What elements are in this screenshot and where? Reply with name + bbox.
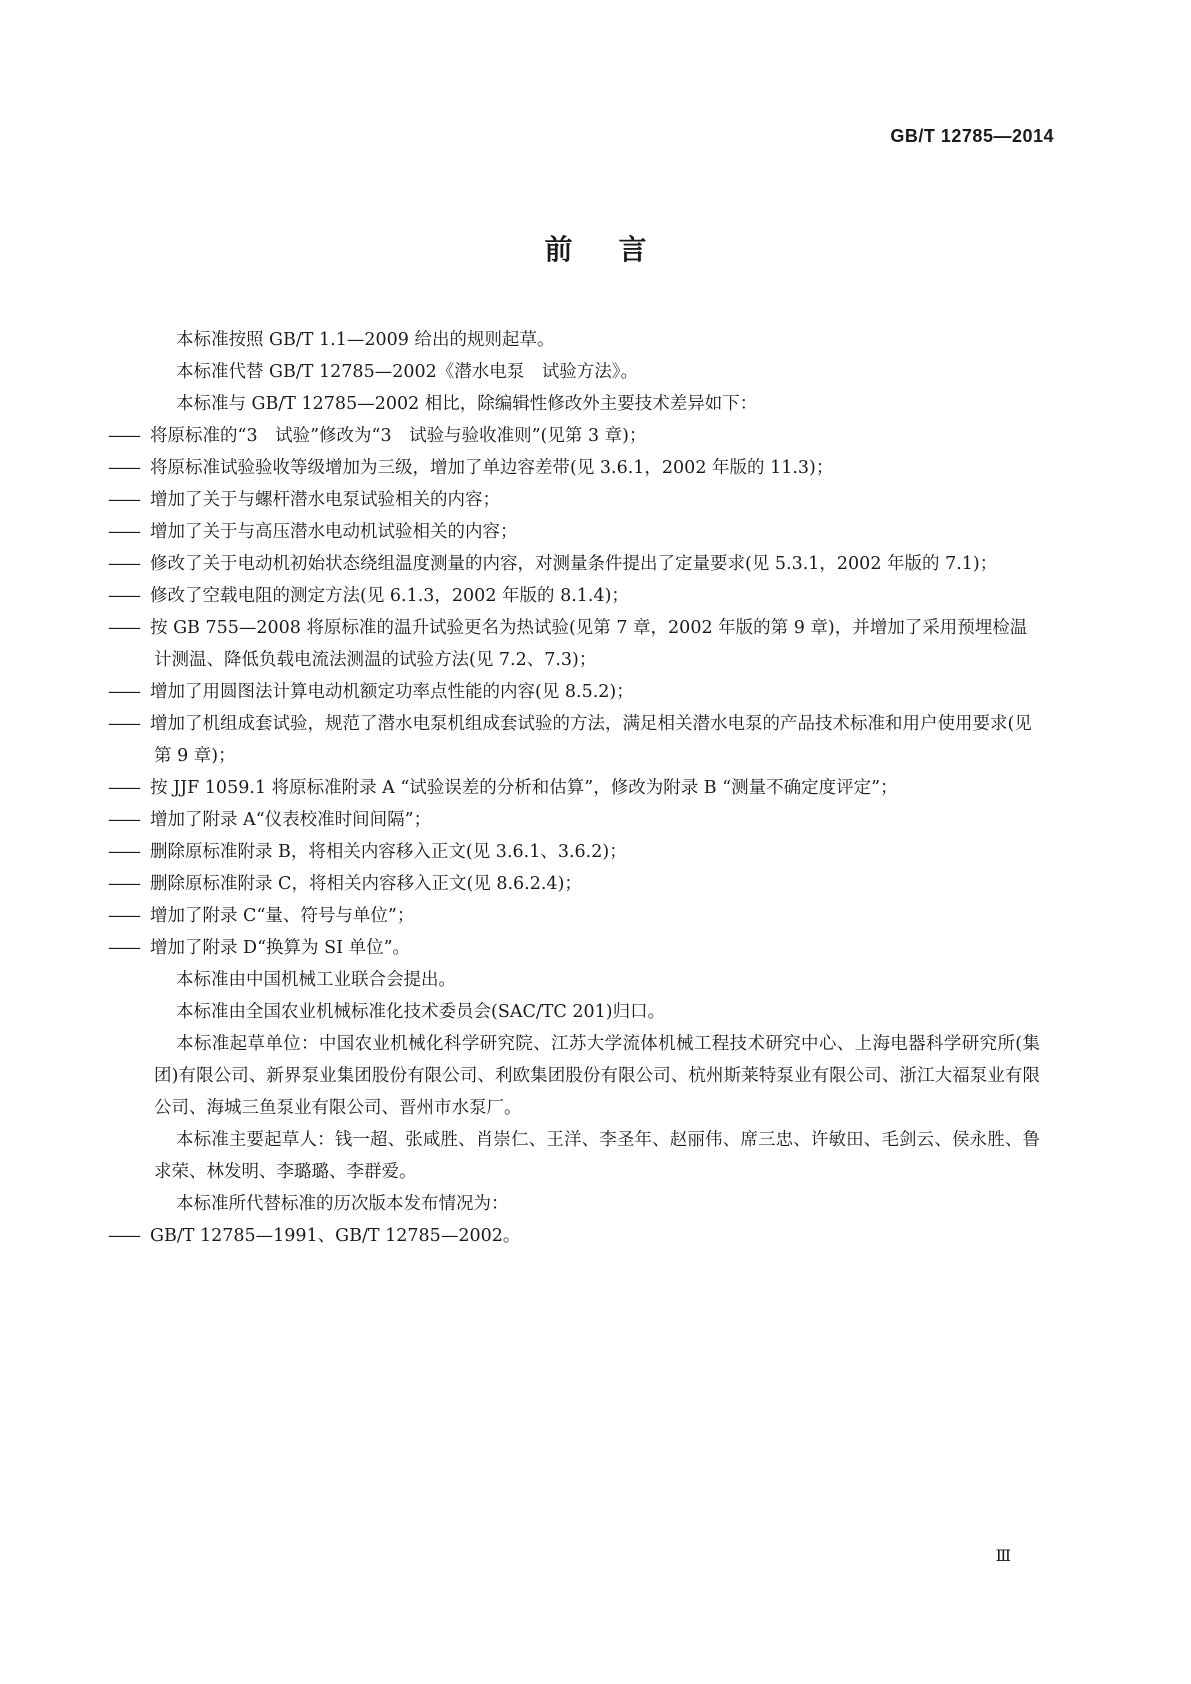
list-item-text: 将原标准的“3 试验”修改为“3 试验与验收准则”(见第 3 章)； <box>150 426 647 446</box>
dash-marker: —— <box>108 682 139 702</box>
administrator-paragraph: 本标准由全国农业机械标准化技术委员会(SAC/TC 201)归口。 <box>176 1002 666 1022</box>
list-item <box>108 772 1040 804</box>
differences-intro-paragraph: 本标准与 GB/T 12785—2002 相比，除编辑性修改外主要技术差异如下： <box>176 394 758 414</box>
list-item-text: 增加了机组成套试验，规范了潜水电泵机组成套试验的方法，满足相关潜水电泵的产品技术标准和用户使用要求(见第 9 章)； <box>150 714 1032 766</box>
page-number: Ⅲ <box>995 1546 1011 1565</box>
dash-marker: —— <box>108 810 139 830</box>
history-item <box>108 1220 1040 1252</box>
list-item <box>108 804 1040 836</box>
list-item <box>108 452 1040 484</box>
list-item <box>108 708 1040 772</box>
dash-marker: —— <box>108 938 139 958</box>
list-item-text: 增加了用圆图法计算电动机额定功率点性能的内容(见 8.5.2)； <box>150 682 634 702</box>
drafting-units-paragraph: 本标准起草单位：中国农业机械化科学研究院、江苏大学流体机械工程技术研究中心、上海电器科学研究所(集团)有限公司、新界泵业集团股份有限公司、利欧集团股份有限公司、杭州斯莱特泵业有限公司、浙江大福泵业有限公司、海城三鱼泵业有限公司、晋州市水泵厂。 <box>154 1034 1040 1118</box>
dash-marker: —— <box>108 1226 139 1246</box>
proposer-paragraph: 本标准由中国机械工业联合会提出。 <box>176 970 456 990</box>
dash-marker: —— <box>108 906 139 926</box>
standard-code: GB/T 12785—2014 <box>890 126 1054 146</box>
list-item <box>108 612 1040 676</box>
list-item-text: 增加了附录 D“换算为 SI 单位”。 <box>150 938 411 958</box>
list-item <box>108 836 1040 868</box>
history-item-text: GB/T 12785—1991、GB/T 12785—2002。 <box>150 1226 521 1246</box>
list-item-text: 增加了附录 C“量、符号与单位”； <box>150 906 415 926</box>
dash-marker: —— <box>108 714 139 734</box>
dash-marker: —— <box>108 842 139 862</box>
list-item <box>108 932 1040 964</box>
list-item <box>108 484 1040 516</box>
list-item-text: 按 JJF 1059.1 将原标准附录 A “试验误差的分析和估算”，修改为附录 B “测量不确定度评定”； <box>150 778 898 798</box>
list-item-text: 增加了附录 A“仪表校准时间间隔”； <box>150 810 432 830</box>
list-item <box>108 868 1040 900</box>
dash-marker: —— <box>108 618 139 638</box>
list-item-text: 按 GB 755—2008 将原标准的温升试验更名为热试验(见第 7 章，2002 年版的第 9 章)，并增加了采用预埋检温计测温、降低负载电流法测温的试验方法(见 7.2、7.3)； <box>150 618 1028 670</box>
list-item <box>108 548 1040 580</box>
list-item <box>108 420 1040 452</box>
title-char-2: 言 <box>618 233 647 266</box>
dash-marker: —— <box>108 426 139 446</box>
dash-marker: —— <box>108 522 139 542</box>
list-item-text: 增加了关于与高压潜水电动机试验相关的内容； <box>150 522 518 542</box>
list-item-text: 增加了关于与螺杆潜水电泵试验相关的内容； <box>150 490 500 510</box>
dash-marker: —— <box>108 490 139 510</box>
dash-marker: —— <box>108 554 139 574</box>
list-item-text: 修改了关于电动机初始状态绕组温度测量的内容，对测量条件提出了定量要求(见 5.3.1，2002 年版的 7.1)； <box>150 554 998 574</box>
list-item <box>108 676 1040 708</box>
page-title <box>0 228 1191 268</box>
foreword-body <box>108 324 1040 1252</box>
list-item-text: 删除原标准附录 B，将相关内容移入正文(见 3.6.1、3.6.2)； <box>150 842 627 862</box>
list-item-text: 修改了空载电阻的测定方法(见 6.1.3，2002 年版的 8.1.4)； <box>150 586 629 606</box>
drafters-paragraph: 本标准主要起草人：钱一超、张咸胜、肖崇仁、王洋、李圣年、赵丽伟、席三忠、许敏田、毛剑云、侯永胜、鲁求荣、林发明、李璐璐、李群爱。 <box>154 1130 1040 1182</box>
list-item <box>108 580 1040 612</box>
list-item-text: 删除原标准附录 C，将相关内容移入正文(见 8.6.2.4)； <box>150 874 582 894</box>
title-char-1: 前 <box>544 233 573 266</box>
replacement-paragraph: 本标准代替 GB/T 12785—2002《潜水电泵 试验方法》。 <box>176 362 638 382</box>
list-item <box>108 516 1040 548</box>
list-item <box>108 900 1040 932</box>
history-intro-paragraph: 本标准所代替标准的历次版本发布情况为： <box>176 1194 509 1214</box>
dash-marker: —— <box>108 586 139 606</box>
list-item-text: 将原标准试验验收等级增加为三级，增加了单边容差带(见 3.6.1，2002 年版的 11.3)； <box>150 458 834 478</box>
dash-marker: —— <box>108 458 139 478</box>
changes-list <box>108 420 1040 964</box>
dash-marker: —— <box>108 778 139 798</box>
drafting-rules-paragraph: 本标准按照 GB/T 1.1—2009 给出的规则起草。 <box>176 330 555 350</box>
dash-marker: —— <box>108 874 139 894</box>
